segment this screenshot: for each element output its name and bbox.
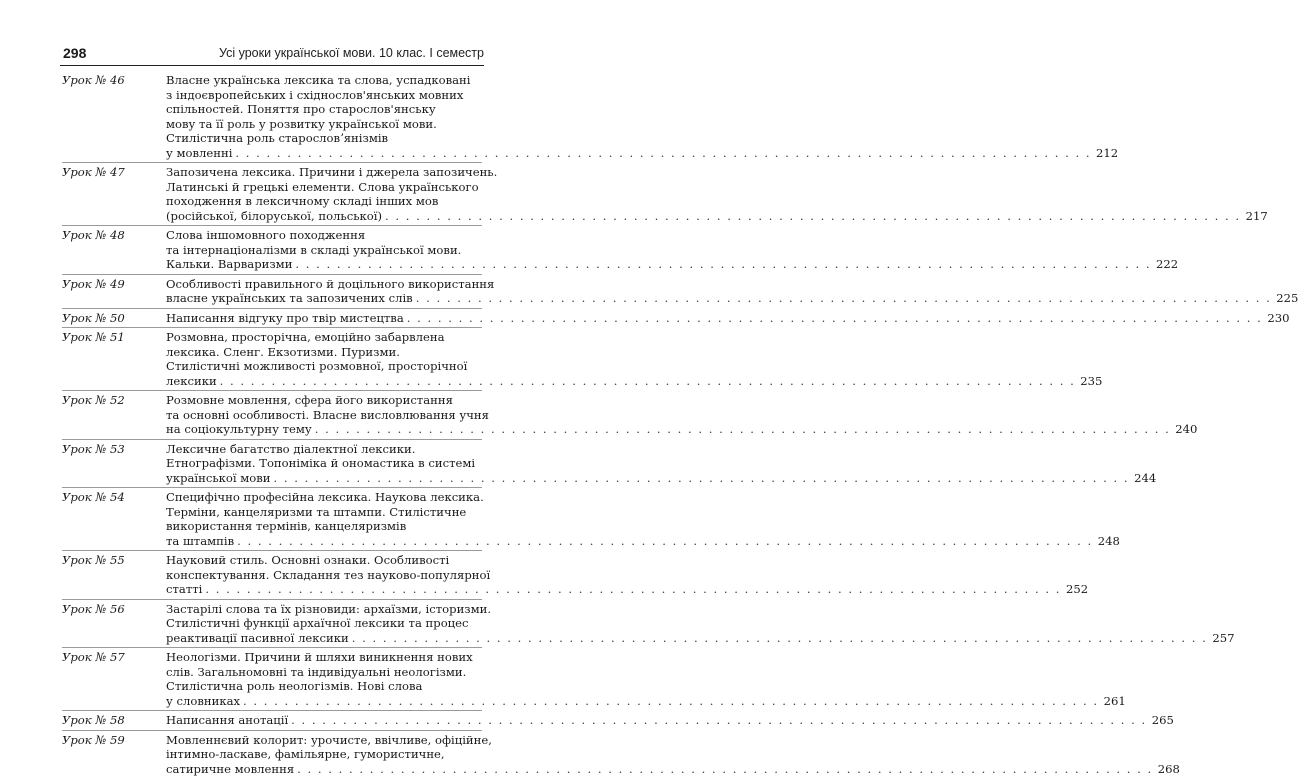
lesson-title-line: та штампів (166, 534, 234, 549)
lesson-title-line: на соціокультурну тему (166, 422, 312, 437)
lesson-title-last-line (166, 582, 1088, 597)
page-reference: 222 (1154, 257, 1178, 272)
lesson-title (166, 73, 1118, 160)
page-reference: 252 (1064, 582, 1088, 597)
dot-leader (295, 257, 1151, 272)
lesson-title-line: сатиричне мовлення (166, 762, 294, 777)
lesson-title-last-line (166, 374, 1102, 389)
lesson-title-line: Неологізми. Причини й шляхи виникнення нових (166, 650, 1126, 665)
lesson-number: Урок № 58 (62, 713, 166, 728)
book-page (0, 0, 562, 750)
lesson-title-line: походження в лексичному складі інших мов (166, 194, 1268, 209)
dot-leader (205, 582, 1061, 597)
toc-entry (62, 162, 482, 225)
lesson-title-last-line (166, 311, 1289, 326)
lesson-title (166, 277, 1298, 306)
lesson-title (166, 553, 1088, 597)
lesson-title-line: Написання анотації (166, 713, 288, 728)
lesson-title-last-line (166, 209, 1268, 224)
table-of-contents (62, 71, 482, 778)
lesson-title-line: спільностей. Поняття про старослов'янську (166, 102, 1118, 117)
lesson-title-line: Лексичне багатство діалектної лексики. (166, 442, 1156, 457)
lesson-number: Урок № 59 (62, 733, 166, 777)
dot-leader (352, 631, 1208, 646)
lesson-title-line: Розмовне мовлення, сфера його використання (166, 393, 1197, 408)
lesson-title-line: української мови (166, 471, 271, 486)
lesson-title-line: Етнографізми. Топоніміка й ономастика в системі (166, 456, 1156, 471)
lesson-number: Урок № 55 (62, 553, 166, 597)
toc-entry (62, 550, 482, 599)
lesson-title-last-line (166, 713, 1174, 728)
lesson-title-line: конспектування. Складання тез науково-популярної (166, 568, 1088, 583)
lesson-title-line: використання термінів, канцеляризмів (166, 519, 1120, 534)
toc-entry (62, 599, 482, 648)
lesson-title-line: Стилістичні функції архаїчної лексики та процес (166, 616, 1234, 631)
lesson-title-line: Слова іншомовного походження (166, 228, 1178, 243)
lesson-title-last-line (166, 146, 1118, 161)
lesson-title-last-line (166, 422, 1197, 437)
lesson-title-line: Власне українська лексика та слова, успадковані (166, 73, 1118, 88)
page-header (60, 45, 484, 66)
lesson-title (166, 602, 1234, 646)
toc-entry (62, 439, 482, 488)
dot-leader (243, 694, 1099, 709)
lesson-number: Урок № 53 (62, 442, 166, 486)
page-reference: 212 (1094, 146, 1118, 161)
toc-entry (62, 730, 482, 778)
lesson-number: Урок № 49 (62, 277, 166, 306)
lesson-title (166, 393, 1197, 437)
lesson-title-last-line (166, 694, 1126, 709)
lesson-title-last-line (166, 762, 1180, 777)
lesson-title (166, 330, 1102, 388)
lesson-title-line: інтимно-ласкаве, фамільярне, гумористичне, (166, 747, 1180, 762)
lesson-title-line: Мовленнєвий колорит: урочисте, ввічливе, офіційне, (166, 733, 1180, 748)
dot-leader (385, 209, 1241, 224)
lesson-title-line: Специфічно професійна лексика. Наукова лексика. (166, 490, 1120, 505)
toc-entry (62, 327, 482, 390)
lesson-number: Урок № 50 (62, 311, 166, 326)
lesson-title (166, 442, 1156, 486)
page-reference: 268 (1156, 762, 1180, 777)
dot-leader (237, 534, 1093, 549)
toc-entry (62, 487, 482, 550)
lesson-title-line: статті (166, 582, 202, 597)
lesson-number: Урок № 48 (62, 228, 166, 272)
lesson-title (166, 228, 1178, 272)
toc-entry (62, 390, 482, 439)
lesson-title-line: та інтернаціоналізми в складі української мови. (166, 243, 1178, 258)
lesson-title-line: Розмовна, просторічна, емоційно забарвлена (166, 330, 1102, 345)
lesson-title-line: Стилістична роль неологізмів. Нові слова (166, 679, 1126, 694)
lesson-number: Урок № 56 (62, 602, 166, 646)
page-reference: 217 (1244, 209, 1268, 224)
lesson-title-line: Терміни, канцеляризми та штампи. Стилістичне (166, 505, 1120, 520)
lesson-number: Урок № 46 (62, 73, 166, 160)
dot-leader (416, 291, 1272, 306)
dot-leader (315, 422, 1171, 437)
lesson-title-last-line (166, 291, 1298, 306)
running-title: Усі уроки української мови. 10 клас. І семестр (219, 46, 484, 60)
toc-entry (62, 308, 482, 328)
page-reference: 230 (1265, 311, 1289, 326)
lesson-title-line: лексика. Сленг. Екзотизми. Пуризми. (166, 345, 1102, 360)
lesson-title (166, 490, 1120, 548)
dot-leader (291, 713, 1147, 728)
dot-leader (297, 762, 1153, 777)
lesson-title-line: Особливості правильного й доцільного використання (166, 277, 1298, 292)
lesson-number: Урок № 57 (62, 650, 166, 708)
page-reference: 248 (1096, 534, 1120, 549)
lesson-title (166, 713, 1174, 728)
lesson-title (166, 733, 1180, 777)
lesson-title-line: з індоєвропейських і східнослов'янських мовних (166, 88, 1118, 103)
lesson-number: Урок № 54 (62, 490, 166, 548)
page-reference: 225 (1274, 291, 1298, 306)
toc-entry (62, 710, 482, 730)
lesson-title-line: Написання відгуку про твір мистецтва (166, 311, 404, 326)
dot-leader (220, 374, 1076, 389)
lesson-title-line: (російської, білоруської, польської) (166, 209, 382, 224)
page-reference: 240 (1173, 422, 1197, 437)
page-reference: 257 (1210, 631, 1234, 646)
lesson-title-line: Стилістичні можливості розмовної, просторічної (166, 359, 1102, 374)
lesson-number: Урок № 47 (62, 165, 166, 223)
lesson-title-last-line (166, 534, 1120, 549)
toc-entry (62, 71, 482, 162)
lesson-title-line: реактивації пасивної лексики (166, 631, 349, 646)
toc-entry (62, 225, 482, 274)
lesson-title-line: слів. Загальномовні та індивідуальні неологізми. (166, 665, 1126, 680)
toc-entry (62, 274, 482, 308)
toc-entry (62, 647, 482, 710)
dot-leader (274, 471, 1130, 486)
lesson-title-line: Кальки. Варваризми (166, 257, 292, 272)
lesson-title-line: у мовленні (166, 146, 232, 161)
lesson-title (166, 165, 1268, 223)
page-number: 298 (63, 45, 86, 61)
lesson-title-last-line (166, 631, 1234, 646)
lesson-title-line: Застарілі слова та їх різновиди: архаїзми, історизми. (166, 602, 1234, 617)
page-reference: 261 (1102, 694, 1126, 709)
lesson-title-last-line (166, 471, 1156, 486)
lesson-title-line: Латинські й грецькі елементи. Слова українського (166, 180, 1268, 195)
page-reference: 244 (1132, 471, 1156, 486)
lesson-title-last-line (166, 257, 1178, 272)
lesson-title-line: Науковий стиль. Основні ознаки. Особливості (166, 553, 1088, 568)
lesson-number: Урок № 51 (62, 330, 166, 388)
lesson-number: Урок № 52 (62, 393, 166, 437)
lesson-title-line: у словниках (166, 694, 240, 709)
lesson-title-line: Запозичена лексика. Причини і джерела запозичень. (166, 165, 1268, 180)
lesson-title-line: власне українських та запозичених слів (166, 291, 413, 306)
lesson-title (166, 650, 1126, 708)
lesson-title (166, 311, 1289, 326)
lesson-title-line: лексики (166, 374, 217, 389)
dot-leader (235, 146, 1091, 161)
lesson-title-line: мову та її роль у розвитку української мови. (166, 117, 1118, 132)
lesson-title-line: та основні особливості. Власне висловлювання учня (166, 408, 1197, 423)
lesson-title-line: Стилістична роль старословʼянізмів (166, 131, 1118, 146)
page-reference: 235 (1078, 374, 1102, 389)
page-reference: 265 (1150, 713, 1174, 728)
dot-leader (407, 311, 1263, 326)
